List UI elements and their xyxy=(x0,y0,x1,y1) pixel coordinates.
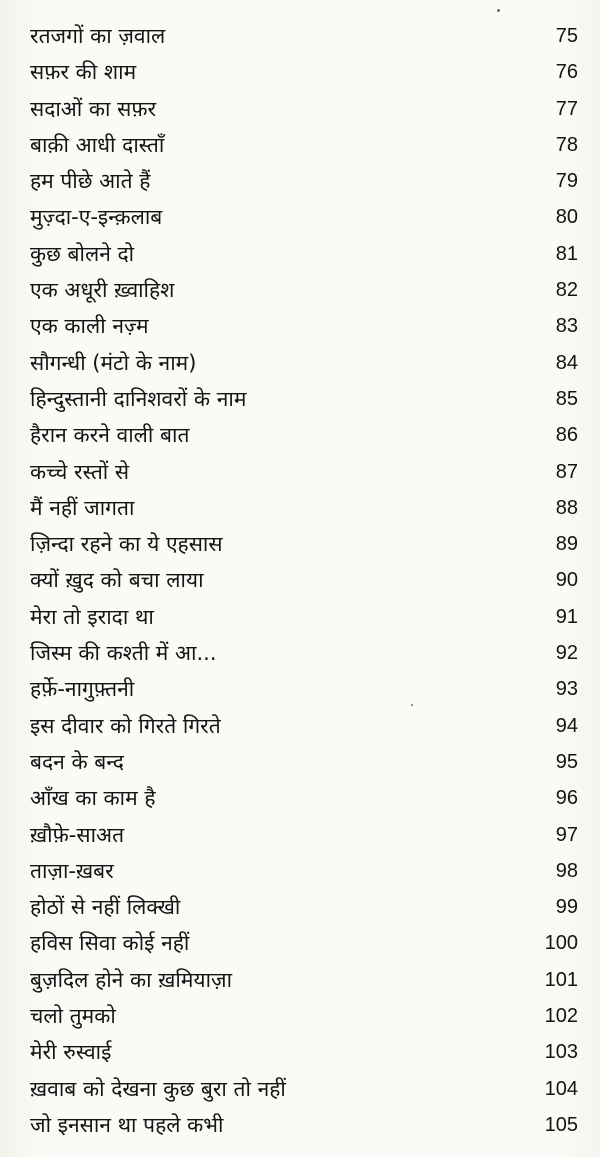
toc-entry xyxy=(0,817,600,853)
toc-entry xyxy=(0,853,600,889)
toc-entry-page-number: 99 xyxy=(555,896,578,919)
toc-entry-page-number: 87 xyxy=(555,460,578,483)
toc-entry-page-number: 96 xyxy=(555,787,578,810)
toc-entry-page-number: 97 xyxy=(555,823,578,846)
toc-entry-title: हिन्दुस्तानी दानिशवरों के नाम xyxy=(30,386,247,411)
toc-entry-title: ख़ौफ़े-साअत xyxy=(30,822,125,847)
toc-entry-title: सदाओं का सफ़र xyxy=(30,96,157,121)
toc-entry-title: एक अधूरी ख़्वाहिश xyxy=(30,278,175,303)
toc-entry xyxy=(0,490,600,526)
toc-entry xyxy=(0,199,600,235)
toc-entry-title: जो इनसान था पहले कभी xyxy=(30,1112,224,1137)
toc-entry-page-number: 78 xyxy=(555,133,578,156)
ink-speck xyxy=(497,9,500,12)
toc-entry xyxy=(0,708,600,744)
toc-entry xyxy=(0,1034,600,1070)
toc-entry-title: जिस्म की कश्ती में आ... xyxy=(30,641,217,666)
toc-entry-title: सौगन्धी (मंटो के नाम) xyxy=(30,350,197,375)
toc-entry xyxy=(0,635,600,671)
toc-entry-page-number: 93 xyxy=(555,678,578,701)
toc-entry xyxy=(0,236,600,272)
toc-entry-title: क्यों ख़ुद को बचा लाया xyxy=(30,568,204,593)
toc-entry-page-number: 91 xyxy=(555,605,578,628)
toc-entry-title: इस दीवार को गिरते गिरते xyxy=(30,713,221,738)
toc-entry xyxy=(0,272,600,308)
toc-entry xyxy=(0,127,600,163)
toc-entry-page-number: 80 xyxy=(555,206,578,229)
table-of-contents xyxy=(0,18,600,1143)
toc-entry xyxy=(0,1071,600,1107)
toc-entry-page-number: 75 xyxy=(555,25,578,47)
toc-entry-page-number: 98 xyxy=(555,859,578,882)
toc-entry-page-number: 83 xyxy=(555,315,578,338)
toc-entry-page-number: 100 xyxy=(544,932,578,955)
toc-entry xyxy=(0,91,600,127)
toc-entry-page-number: 76 xyxy=(555,61,578,84)
toc-entry-title: मेरा तो इरादा था xyxy=(30,604,154,629)
toc-entry-title: एक काली नज़्म xyxy=(30,314,149,339)
toc-entry xyxy=(0,308,600,344)
toc-entry xyxy=(0,562,600,598)
toc-entry-page-number: 95 xyxy=(555,750,578,773)
toc-entry-title: ज़िन्दा रहने का ये एहसास xyxy=(30,532,223,557)
toc-entry xyxy=(0,1107,600,1143)
toc-entry-title: मेरी रुस्वाई xyxy=(30,1040,112,1065)
toc-entry xyxy=(0,780,600,816)
toc-entry-title: आँख का काम है xyxy=(30,786,156,811)
toc-entry-title: मैं नहीं जागता xyxy=(30,495,135,520)
toc-entry xyxy=(0,889,600,925)
toc-entry-page-number: 84 xyxy=(555,351,578,374)
toc-entry-page-number: 89 xyxy=(555,533,578,556)
toc-entry-page-number: 102 xyxy=(544,1005,578,1028)
toc-entry xyxy=(0,454,600,490)
toc-entry-title: बुज़दिल होने का ख़मियाज़ा xyxy=(30,967,233,992)
toc-entry-title: रतजगों का ज़वाल xyxy=(30,24,166,48)
toc-entry-page-number: 101 xyxy=(544,968,578,991)
toc-entry-title: ताज़ा-ख़बर xyxy=(30,858,114,883)
toc-entry xyxy=(0,18,600,54)
toc-entry-page-number: 90 xyxy=(555,569,578,592)
toc-entry xyxy=(0,962,600,998)
toc-entry xyxy=(0,744,600,780)
toc-entry-page-number: 86 xyxy=(555,424,578,447)
toc-entry xyxy=(0,925,600,961)
toc-entry-title: सफ़र की शाम xyxy=(30,60,137,85)
toc-entry xyxy=(0,163,600,199)
toc-entry-page-number: 104 xyxy=(544,1077,578,1100)
toc-entry-title: होठों से नहीं लिक्खी xyxy=(30,895,181,920)
toc-entry-page-number: 79 xyxy=(555,170,578,193)
toc-entry-page-number: 81 xyxy=(555,242,578,265)
toc-entry-title: कुछ बोलने दो xyxy=(30,241,135,266)
toc-entry-title: हविस सिवा कोई नहीं xyxy=(30,931,190,956)
toc-entry-page-number: 103 xyxy=(544,1041,578,1064)
toc-entry xyxy=(0,599,600,635)
toc-entry-title: हम पीछे आते हैं xyxy=(30,169,151,194)
toc-entry-title: हैरान करने वाली बात xyxy=(30,423,190,448)
toc-entry xyxy=(0,417,600,453)
toc-entry-page-number: 88 xyxy=(555,496,578,519)
toc-entry xyxy=(0,998,600,1034)
toc-entry-page-number: 85 xyxy=(555,387,578,410)
toc-entry-page-number: 92 xyxy=(555,642,578,665)
toc-entry-page-number: 77 xyxy=(555,97,578,120)
toc-entry-title: बदन के बन्द xyxy=(30,749,124,774)
toc-entry-title: चलो तुमको xyxy=(30,1004,116,1029)
toc-entry xyxy=(0,381,600,417)
toc-entry-page-number: 82 xyxy=(555,279,578,302)
toc-entry-page-number: 94 xyxy=(555,714,578,737)
toc-entry-title: कच्चे रस्तों से xyxy=(30,459,130,484)
toc-entry xyxy=(0,526,600,562)
toc-entry xyxy=(0,54,600,90)
toc-entry-title: ख़वाब को देखना कुछ बुरा तो नहीं xyxy=(30,1076,286,1101)
toc-entry-title: मुज़्दा-ए-इन्क़लाब xyxy=(30,205,163,230)
toc-entry xyxy=(0,671,600,707)
toc-entry xyxy=(0,345,600,381)
toc-entry-title: बाक़ी आधी दास्ताँ xyxy=(30,132,165,157)
toc-entry-page-number: 105 xyxy=(544,1113,578,1136)
toc-entry-title: हर्फ़े-नागुफ़्तनी xyxy=(30,677,135,702)
